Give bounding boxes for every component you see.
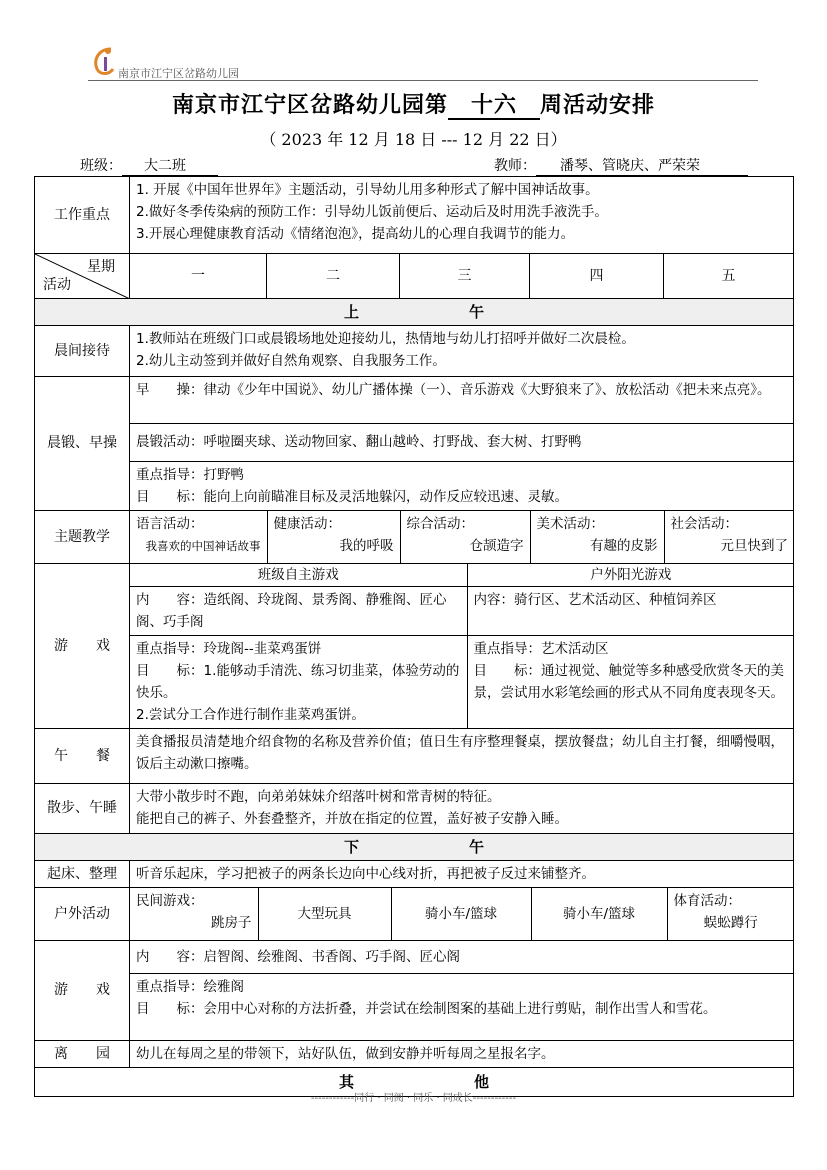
games-pm-areas: 内 容：启智阁、绘雅阁、书香阁、巧手阁、匠心阁 xyxy=(130,941,793,974)
wakeup-row xyxy=(35,860,794,887)
games-pm-inner-table xyxy=(130,941,793,1040)
games-label: 游 戏 xyxy=(35,563,130,728)
other-title-a: 其 xyxy=(339,1072,355,1091)
theme-category: 综合活动： xyxy=(406,515,474,532)
date-range: （ 2023 年 12 月 18 日 --- 12 月 22 日） xyxy=(260,130,567,149)
nap-line: 能把自己的裤子、外套叠整齐，并放在指定的位置，盖好被子安静入睡。 xyxy=(136,810,568,827)
teacher-value: 潘琴、管晓庆、严荣荣 xyxy=(536,157,748,176)
outdoor-row xyxy=(35,887,794,940)
class-games-heading: 班级自主游戏 xyxy=(130,564,467,587)
outdoor-activity-name: 跳房子 xyxy=(211,914,252,931)
class-value: 大二班 xyxy=(122,157,218,176)
morning-exercise-text: 早 操：律动《少年中国说》、幼儿广播体操（一）、音乐游戏《大野狼来了》、放松活动《把未来点亮》。 xyxy=(130,377,793,423)
wakeup-content: 听音乐起床，学习把被子的两条长边向中心线对折，再把被子反过来铺整齐。 xyxy=(130,860,794,887)
games-pm-label: 游 戏 xyxy=(35,940,130,1040)
outdoor-activity-name: 大型玩具 xyxy=(297,905,352,922)
games-pm-goal: 目 标：会用中心对称的方法折叠，并尝试在绘制图案的基础上进行剪贴，制作出雪人和雪花。 xyxy=(136,1001,717,1017)
page-footer: ------------同行 · 同阅 · 同乐 · 同成长------------ xyxy=(310,1093,517,1104)
greeting-line: 2.幼儿主动签到并做好自然角观察、自我服务工作。 xyxy=(136,353,446,369)
exercise-guidance xyxy=(130,461,793,510)
theme-category: 健康活动： xyxy=(273,515,341,532)
games-pm-content xyxy=(130,940,794,1040)
weekday-mon: 一 xyxy=(130,254,267,299)
theme-activity-name: 我的呼吸 xyxy=(339,537,394,554)
theme-category: 美术活动： xyxy=(536,515,604,532)
greeting-label: 晨间接待 xyxy=(35,326,130,377)
corner-activity-label: 活动 xyxy=(43,277,71,293)
outdoor-games-heading: 户外阳光游戏 xyxy=(467,564,794,587)
work-focus-line: 2.做好冬季传染病的预防工作：引导幼儿饭前便后、运动后及时用洗手液洗手。 xyxy=(136,204,608,220)
outdoor-games-guidance xyxy=(467,635,794,728)
weekly-schedule-table xyxy=(34,176,794,1097)
outdoor-activity-name: 骑小车/篮球 xyxy=(424,905,498,922)
theme-category: 社会活动： xyxy=(670,515,738,532)
leave-label: 离 园 xyxy=(35,1040,130,1067)
title-suffix: 周活动安排 xyxy=(540,92,656,118)
teacher-info xyxy=(494,155,748,176)
morning-section-row xyxy=(35,299,794,326)
work-focus-line: 1. 开展《中国年世界年》主题活动，引导幼儿用多种形式了解中国神话故事。 xyxy=(136,182,599,198)
theme-category: 语言活动： xyxy=(136,515,204,532)
theme-teaching-label: 主题教学 xyxy=(35,510,130,563)
weekday-header-row xyxy=(35,254,794,299)
afternoon-title-a: 下 xyxy=(344,837,360,856)
morning-activity-text: 晨锻活动：呼啦圈夹球、送动物回家、翻山越岭、打野战、套大树、打野鸭 xyxy=(130,423,793,461)
outdoor-activities xyxy=(130,888,794,940)
title-week-number: 十六 xyxy=(448,92,540,120)
weekday-activity-corner xyxy=(35,254,130,299)
exercise-row xyxy=(35,377,794,511)
work-focus-content xyxy=(130,177,794,254)
games-pm-row xyxy=(35,940,794,1040)
games-content xyxy=(130,563,794,728)
class-games-guidance xyxy=(130,635,467,728)
morning-title-b: 午 xyxy=(469,303,485,321)
outdoor-activity-cell xyxy=(130,888,258,940)
corner-weekday-label: 星期 xyxy=(87,259,115,275)
header-rule xyxy=(88,80,758,81)
leave-row xyxy=(35,1040,794,1067)
outdoor-activity-cell xyxy=(258,888,391,940)
nap-content xyxy=(130,783,794,833)
class-games-goal-2: 2.尝试分工合作进行制作韭菜鸡蛋饼。 xyxy=(136,706,365,723)
class-info xyxy=(80,155,218,176)
outdoor-activity-cell xyxy=(667,888,794,940)
teacher-label: 教师： xyxy=(494,158,536,174)
exercise-goal: 目 标：能向上向前瞄准目标及灵活地躲闪，动作反应较迅速、灵敏。 xyxy=(136,488,568,505)
outdoor-activity-name: 蜈蚣蹲行 xyxy=(703,914,758,931)
outdoor-activity-cell xyxy=(391,888,531,940)
exercise-focus: 重点指导：打野鸭 xyxy=(136,466,244,483)
exercise-inner-table xyxy=(130,377,793,510)
theme-activity-name: 我喜欢的中国神话故事 xyxy=(145,538,261,553)
page-title xyxy=(0,88,827,120)
work-focus-line: 3.开展心理健康教育活动《情绪泡泡》，提高幼儿的心理自我调节的能力。 xyxy=(136,226,575,242)
weekday-wed: 三 xyxy=(400,254,530,299)
morning-title-a: 上 xyxy=(344,303,360,321)
morning-section-title xyxy=(35,299,794,326)
leave-content: 幼儿在每周之星的带领下，站好队伍，做到安静并听每周之星报名字。 xyxy=(130,1040,794,1067)
theme-activity-cell xyxy=(267,511,400,563)
theme-activities xyxy=(130,511,794,563)
lunch-row xyxy=(35,728,794,783)
page-header xyxy=(88,42,758,82)
other-title-b: 他 xyxy=(474,1072,490,1091)
games-row xyxy=(35,563,794,728)
work-focus-row xyxy=(35,177,794,254)
weekday-fri: 五 xyxy=(664,254,794,299)
outdoor-category: 体育活动： xyxy=(673,892,741,909)
theme-activity-name: 有趣的皮影 xyxy=(590,537,658,554)
afternoon-section-title xyxy=(35,833,794,860)
nap-line: 大带小散步时不跑，向弟弟妹妹介绍落叶树和常青树的特征。 xyxy=(136,788,501,805)
theme-activity-cell xyxy=(400,511,530,563)
theme-activity-name: 仓颉造字 xyxy=(469,537,524,554)
nap-label: 散步、午睡 xyxy=(35,783,130,833)
games-pm-focus: 重点指导：绘雅阁 xyxy=(136,979,244,995)
afternoon-title-b: 午 xyxy=(469,837,485,856)
outdoor-activity-cell xyxy=(531,888,667,940)
lunch-content: 美食播报员清楚地介绍食物的名称及营养价值；值日生有序整理餐桌，摆放餐盘；幼儿自主打餐，细嚼慢咽，饭后主动漱口擦嘴。 xyxy=(130,728,794,783)
outdoor-activity-name: 骑小车/篮球 xyxy=(562,905,636,922)
games-pm-guidance xyxy=(130,974,793,1040)
class-label: 班级： xyxy=(80,158,122,174)
class-games-goal: 目 标：1.能够动手清洗、练习切韭菜，体验劳动的快乐。 xyxy=(136,662,460,701)
exercise-content xyxy=(130,377,794,511)
outdoor-content xyxy=(130,887,794,940)
weekday-tue: 二 xyxy=(267,254,400,299)
class-games-content: 内 容：造纸阁、玲珑阁、景秀阁、静雅阁、匠心阁、巧手阁 xyxy=(130,586,467,635)
outdoor-games-content: 内容：骑行区、艺术活动区、种植饲养区 xyxy=(467,586,794,635)
outdoor-games-goal: 目 标：通过视觉、触觉等多种感受欣赏冬天的美景，尝试用水彩笔绘画的形式从不同角度表现冬天。 xyxy=(473,662,784,701)
afternoon-section-row xyxy=(35,833,794,860)
greeting-row xyxy=(35,326,794,377)
games-grid xyxy=(130,564,794,728)
exercise-label: 晨锻、早操 xyxy=(35,377,130,511)
lunch-label: 午 餐 xyxy=(35,728,130,783)
theme-activity-cell xyxy=(130,511,267,563)
greeting-line: 1.教师站在班级门口或晨锻场地处迎接幼儿，热情地与幼儿打招呼并做好二次晨检。 xyxy=(136,331,635,347)
theme-teaching-content xyxy=(130,510,794,563)
wakeup-label: 起床、整理 xyxy=(35,860,130,887)
outdoor-label: 户外活动 xyxy=(35,887,130,940)
title-prefix: 南京市江宁区岔路幼儿园第 xyxy=(171,92,448,118)
greeting-content xyxy=(130,326,794,377)
kindergarten-logo-icon xyxy=(91,45,117,77)
header-school-name: 南京市江宁区岔路幼儿园 xyxy=(118,67,239,80)
theme-activity-cell xyxy=(664,511,794,563)
theme-teaching-row xyxy=(35,510,794,563)
nap-row xyxy=(35,783,794,833)
outdoor-games-focus: 重点指导：艺术活动区 xyxy=(473,640,609,657)
weekday-thu: 四 xyxy=(530,254,664,299)
theme-activity-cell xyxy=(530,511,664,563)
outdoor-category: 民间游戏： xyxy=(136,892,204,909)
class-games-focus: 重点指导：玲珑阁--韭菜鸡蛋饼 xyxy=(136,640,322,657)
theme-activity-name: 元旦快到了 xyxy=(720,537,788,554)
work-focus-label: 工作重点 xyxy=(35,177,130,254)
